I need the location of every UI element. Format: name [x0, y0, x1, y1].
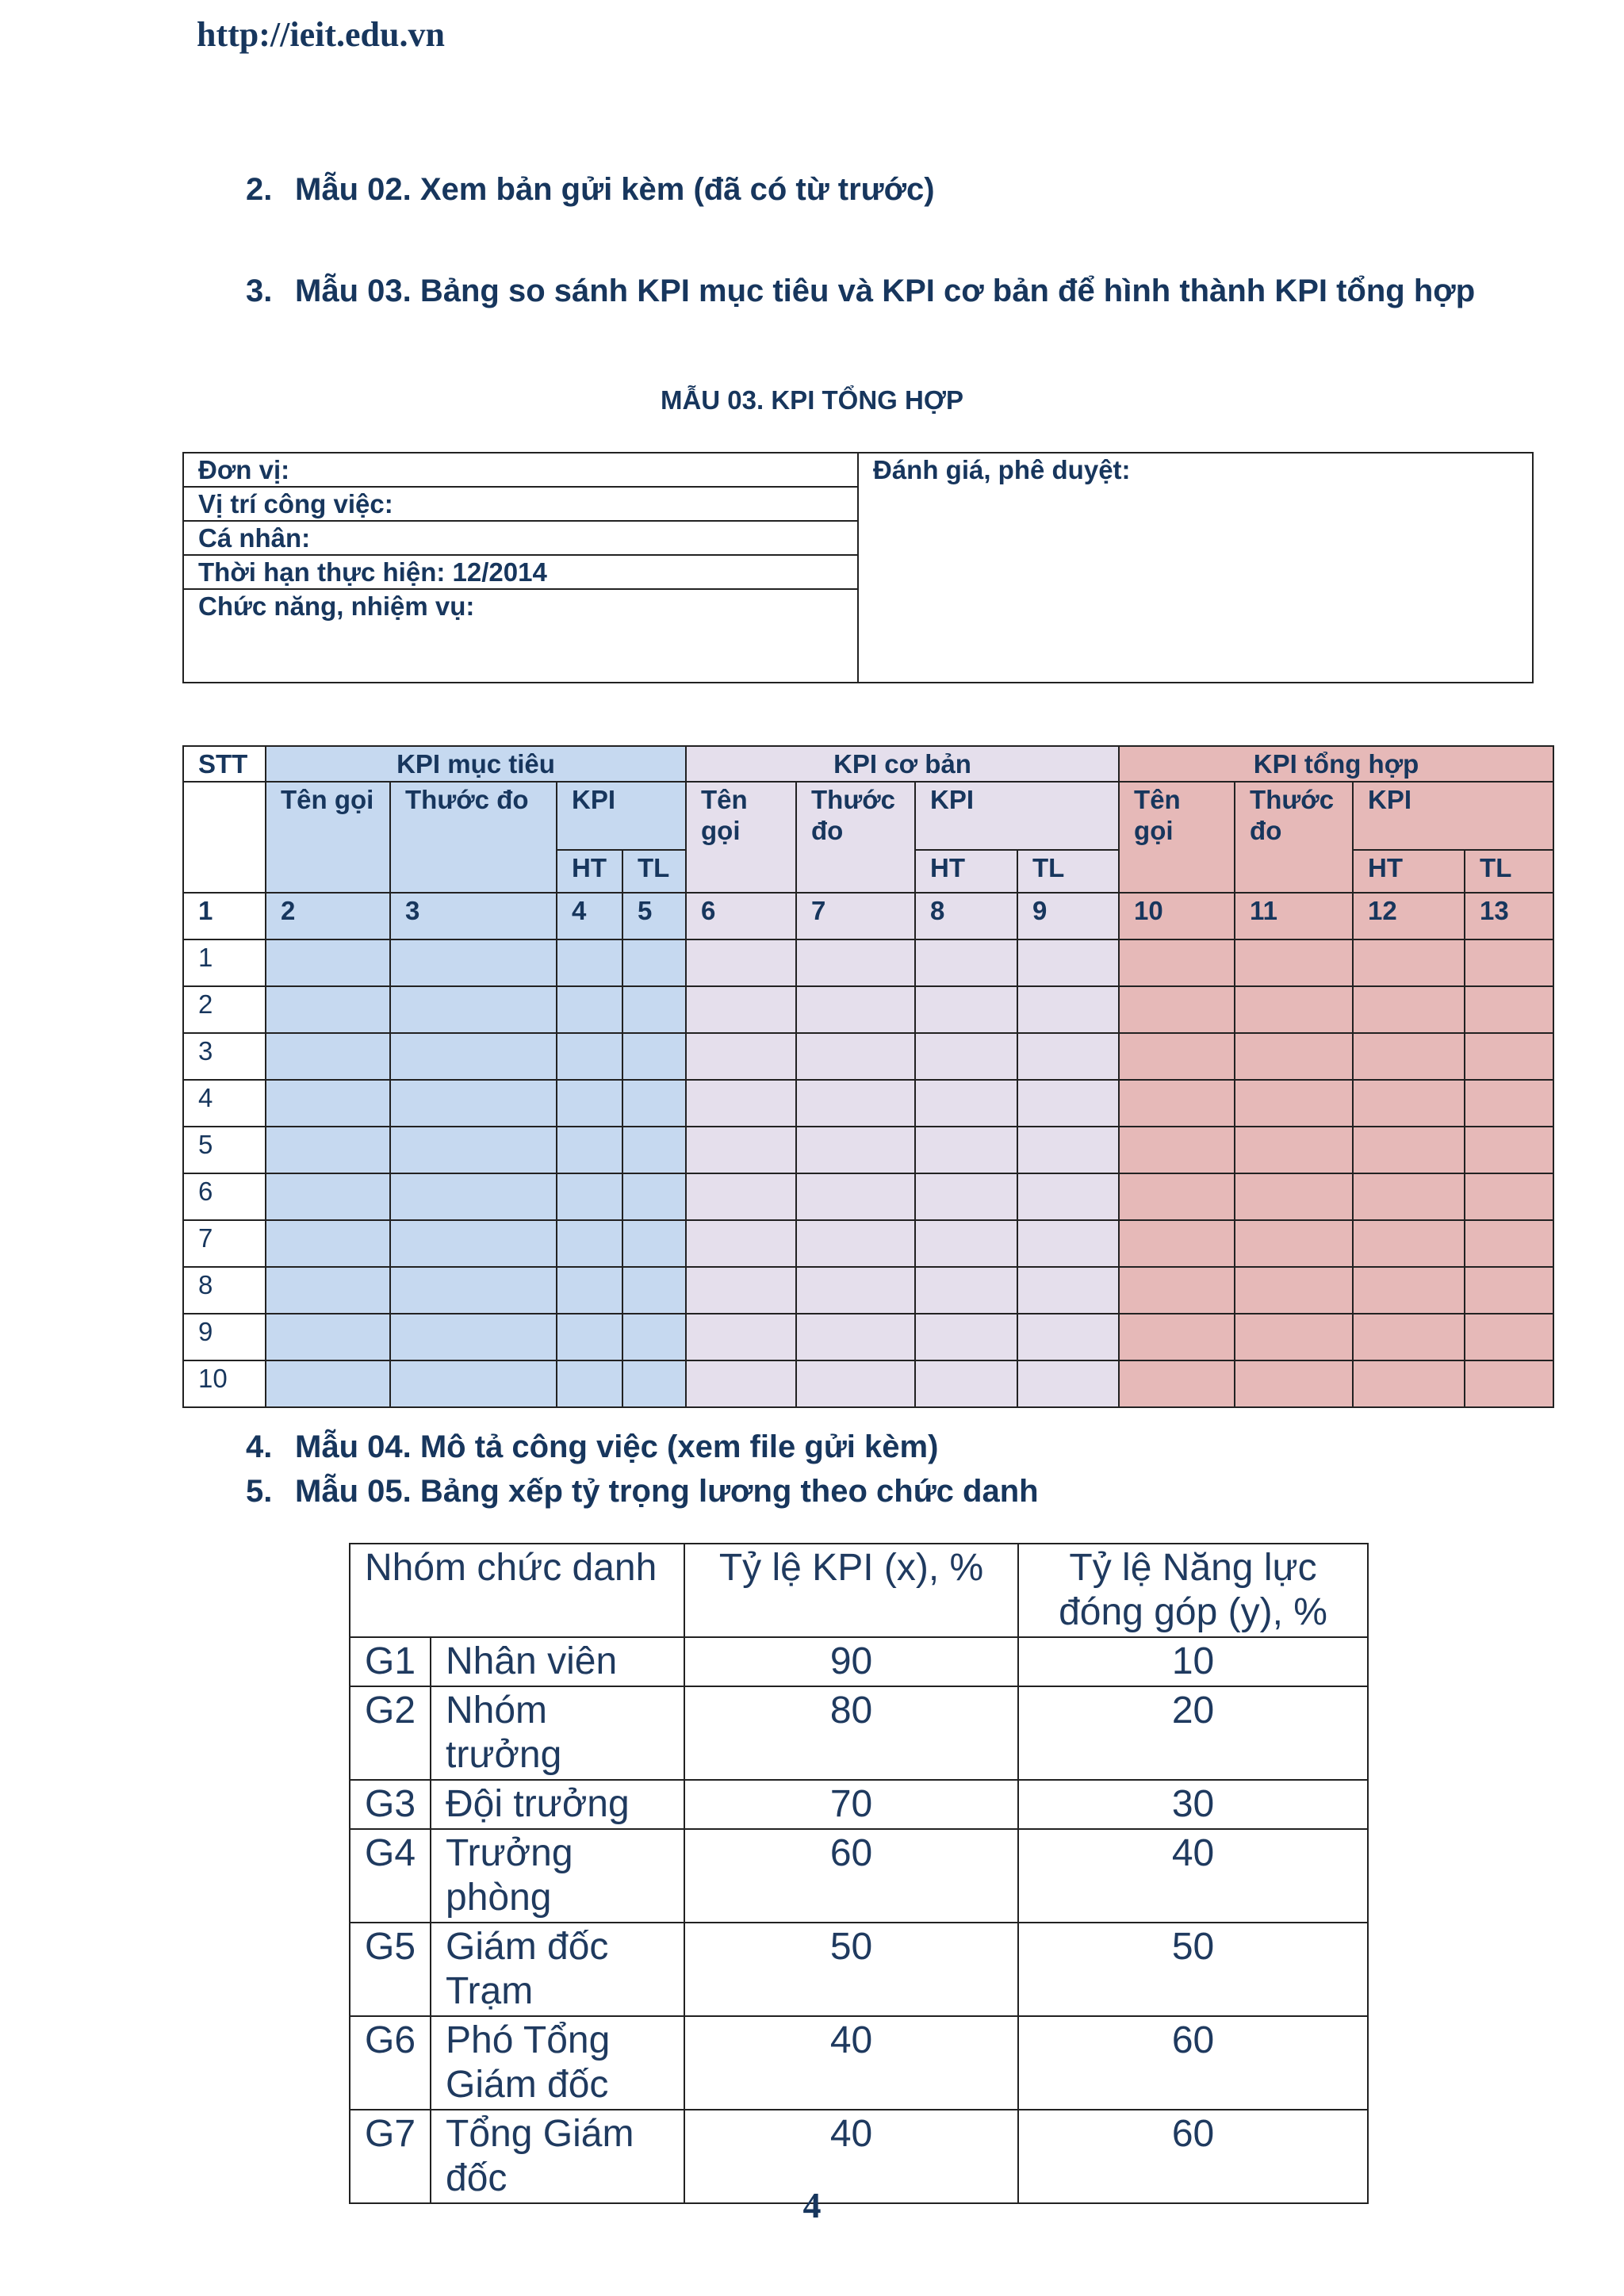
table-cell — [557, 1267, 622, 1314]
table-cell — [1353, 1220, 1465, 1267]
kpi-value-cell: 50 — [684, 1923, 1018, 2016]
col-number: 13 — [1465, 893, 1553, 939]
column-number-row — [183, 893, 1553, 939]
table-cell — [266, 1314, 390, 1360]
code-cell: G5 — [350, 1923, 431, 2016]
table-cell — [915, 1220, 1017, 1267]
row-number: 8 — [183, 1267, 266, 1314]
col-number: 5 — [622, 893, 686, 939]
table-cell — [1353, 1127, 1465, 1173]
table-cell — [1465, 1127, 1553, 1173]
chuc-nang-label: Chức năng, nhiệm vụ: — [183, 589, 858, 683]
table-cell — [266, 1173, 390, 1220]
table-cell — [1353, 1360, 1465, 1407]
group-kpi-tong-hop: KPI tổng hợp — [1119, 746, 1553, 782]
table-row — [183, 1080, 1553, 1127]
kpi-value-cell: 70 — [684, 1780, 1018, 1829]
table-cell — [390, 1267, 557, 1314]
table-row — [183, 939, 1553, 986]
ten-goi-header: Tên gọi — [266, 782, 390, 893]
row-number: 3 — [183, 1033, 266, 1080]
kpi-header-row-1 — [183, 746, 1553, 782]
table-cell — [1235, 1127, 1353, 1173]
table-cell — [557, 939, 622, 986]
kpi-header: KPI — [557, 782, 686, 850]
kpi-header: KPI — [1353, 782, 1553, 850]
table-cell — [1235, 1220, 1353, 1267]
ht-header: HT — [557, 850, 622, 893]
row-number: 4 — [183, 1080, 266, 1127]
ty-le-nang-luc-header: Tỷ lệ Năng lực đóng góp (y), % — [1018, 1544, 1368, 1637]
table-row — [350, 1829, 1368, 1923]
table-row — [183, 1127, 1553, 1173]
ca-nhan-label: Cá nhân: — [183, 521, 858, 555]
table-cell — [796, 939, 915, 986]
table-cell — [796, 1173, 915, 1220]
table-cell — [622, 1220, 686, 1267]
table-cell — [1017, 939, 1119, 986]
table-cell — [915, 986, 1017, 1033]
table-row — [183, 1220, 1553, 1267]
table-cell — [557, 1314, 622, 1360]
salary-table — [349, 1543, 1369, 2204]
table-cell — [915, 1173, 1017, 1220]
table-row — [350, 1637, 1368, 1686]
table-cell — [686, 1080, 796, 1127]
ht-header: HT — [915, 850, 1017, 893]
salary-header-row — [350, 1544, 1368, 1637]
table-cell — [1353, 1033, 1465, 1080]
don-vi-label: Đơn vị: — [183, 453, 858, 487]
table-cell — [1353, 1314, 1465, 1360]
table-cell — [390, 1173, 557, 1220]
nang-luc-value-cell: 10 — [1018, 1637, 1368, 1686]
table-cell — [796, 1220, 915, 1267]
title-cell: Giám đốc Trạm — [431, 1923, 684, 2016]
ten-goi-header: Tên gọi — [686, 782, 796, 893]
row-number: 7 — [183, 1220, 266, 1267]
list-item-text: Mẫu 03. Bảng so sánh KPI mục tiêu và KPI cơ bản để hình thành KPI tổng hợp — [295, 274, 1476, 308]
table-cell — [1119, 1267, 1235, 1314]
table-cell — [915, 939, 1017, 986]
group-kpi-muc-tieu: KPI mục tiêu — [266, 746, 686, 782]
table-cell — [796, 986, 915, 1033]
table-cell — [622, 1314, 686, 1360]
table-cell — [915, 1314, 1017, 1360]
table-cell — [266, 1360, 390, 1407]
thuoc-do-header: Thước đo — [1235, 782, 1353, 893]
table-cell — [557, 1033, 622, 1080]
table-cell — [1119, 1360, 1235, 1407]
row-number: 5 — [183, 1127, 266, 1173]
ten-goi-header: Tên gọi — [1119, 782, 1235, 893]
table-cell — [796, 1360, 915, 1407]
table-cell — [1235, 1360, 1353, 1407]
table-cell — [686, 1360, 796, 1407]
row-number: 1 — [183, 939, 266, 986]
table-cell — [686, 986, 796, 1033]
row-number: 6 — [183, 1173, 266, 1220]
table-cell — [390, 1080, 557, 1127]
col-number: 2 — [266, 893, 390, 939]
table-cell — [557, 1220, 622, 1267]
table-cell — [1235, 1033, 1353, 1080]
table-row — [183, 1033, 1553, 1080]
table-cell — [557, 1080, 622, 1127]
table-cell — [1119, 939, 1235, 986]
table-cell — [266, 1267, 390, 1314]
table-cell — [686, 1267, 796, 1314]
table-row — [350, 2016, 1368, 2110]
vi-tri-label: Vị trí công việc: — [183, 487, 858, 521]
table-caption: MẪU 03. KPI TỔNG HỢP — [660, 385, 964, 415]
table-cell — [622, 1173, 686, 1220]
table-cell — [686, 939, 796, 986]
kpi-value-cell: 40 — [684, 2016, 1018, 2110]
table-row — [350, 1923, 1368, 2016]
thuoc-do-header: Thước đo — [796, 782, 915, 893]
col-number: 11 — [1235, 893, 1353, 939]
table-cell — [1235, 1080, 1353, 1127]
table-cell — [1119, 1220, 1235, 1267]
title-cell: Trưởng phòng — [431, 1829, 684, 1923]
kpi-value-cell: 40 — [684, 2110, 1018, 2203]
table-cell — [915, 1080, 1017, 1127]
table-cell — [1017, 986, 1119, 1033]
col-number: 1 — [183, 893, 266, 939]
page-number: 4 — [802, 2185, 822, 2225]
table-cell — [1017, 1220, 1119, 1267]
table-cell — [1465, 1033, 1553, 1080]
table-cell — [1353, 986, 1465, 1033]
table-cell — [1353, 1080, 1465, 1127]
table-cell — [1465, 939, 1553, 986]
row-number: 2 — [183, 986, 266, 1033]
list-item-number: 3. — [246, 274, 273, 308]
table-cell — [1353, 1267, 1465, 1314]
col-number: 7 — [796, 893, 915, 939]
list-item-text: Mẫu 02. Xem bản gửi kèm (đã có từ trước) — [295, 172, 935, 207]
table-cell — [390, 1220, 557, 1267]
code-cell: G6 — [350, 2016, 431, 2110]
table-cell — [557, 1173, 622, 1220]
header-url: http://ieit.edu.vn — [197, 15, 445, 54]
table-cell — [1465, 1360, 1553, 1407]
table-cell — [1017, 1173, 1119, 1220]
nang-luc-value-cell: 60 — [1018, 2110, 1368, 2203]
table-cell — [390, 1314, 557, 1360]
approval-cell: Đánh giá, phê duyệt: — [858, 453, 1533, 683]
table-cell — [1017, 1080, 1119, 1127]
table-cell — [686, 1220, 796, 1267]
group-kpi-co-ban: KPI cơ bản — [686, 746, 1119, 782]
col-number: 10 — [1119, 893, 1235, 939]
table-cell — [622, 1360, 686, 1407]
table-cell — [1119, 1033, 1235, 1080]
table-cell — [1235, 986, 1353, 1033]
table-cell — [1353, 1173, 1465, 1220]
table-cell — [390, 986, 557, 1033]
table-cell — [1235, 939, 1353, 986]
table-row — [183, 1267, 1553, 1314]
nang-luc-value-cell: 40 — [1018, 1829, 1368, 1923]
list-item-text: Mẫu 05. Bảng xếp tỷ trọng lương theo chức danh — [295, 1474, 1039, 1509]
kpi-table — [182, 745, 1554, 1408]
code-cell: G1 — [350, 1637, 431, 1686]
table-cell — [796, 1267, 915, 1314]
table-cell — [1465, 1267, 1553, 1314]
table-row — [183, 1314, 1553, 1360]
table-cell — [686, 1173, 796, 1220]
table-cell — [1119, 1314, 1235, 1360]
list-item-text: Mẫu 04. Mô tả công việc (xem file gửi kèm) — [295, 1429, 939, 1464]
table-cell — [622, 1080, 686, 1127]
table-cell — [557, 1360, 622, 1407]
table-cell — [796, 1080, 915, 1127]
table-cell — [390, 1360, 557, 1407]
ht-header: HT — [1353, 850, 1465, 893]
table-row — [350, 1780, 1368, 1829]
title-cell: Nhóm trưởng — [431, 1686, 684, 1780]
table-cell — [1465, 1080, 1553, 1127]
tl-header: TL — [1017, 850, 1119, 893]
title-cell: Phó Tổng Giám đốc — [431, 2016, 684, 2110]
kpi-value-cell: 80 — [684, 1686, 1018, 1780]
table-cell — [266, 939, 390, 986]
list-item-number: 4. — [246, 1429, 273, 1464]
nang-luc-value-cell: 30 — [1018, 1780, 1368, 1829]
kpi-value-cell: 60 — [684, 1829, 1018, 1923]
table-cell — [796, 1314, 915, 1360]
table-cell — [1017, 1033, 1119, 1080]
code-cell: G3 — [350, 1780, 431, 1829]
table-cell — [1119, 1127, 1235, 1173]
table-row — [183, 1360, 1553, 1407]
table-cell — [390, 939, 557, 986]
kpi-header-row-2 — [183, 782, 1553, 850]
list-item-number: 2. — [246, 172, 273, 207]
table-cell — [915, 1033, 1017, 1080]
nang-luc-value-cell: 50 — [1018, 1923, 1368, 2016]
col-number: 6 — [686, 893, 796, 939]
title-cell: Tổng Giám đốc — [431, 2110, 684, 2203]
code-cell: G7 — [350, 2110, 431, 2203]
thuoc-do-header: Thước đo — [390, 782, 557, 893]
table-cell — [1235, 1267, 1353, 1314]
col-number: 8 — [915, 893, 1017, 939]
table-cell — [1465, 1220, 1553, 1267]
col-number: 12 — [1353, 893, 1465, 939]
table-cell — [266, 1080, 390, 1127]
table-cell — [1465, 986, 1553, 1033]
table-cell — [622, 1127, 686, 1173]
nhom-chuc-danh-header: Nhóm chức danh — [350, 1544, 684, 1637]
table-cell — [557, 986, 622, 1033]
title-cell: Đội trưởng — [431, 1780, 684, 1829]
table-row — [183, 986, 1553, 1033]
table-cell — [686, 1033, 796, 1080]
kpi-header: KPI — [915, 782, 1119, 850]
kpi-value-cell: 90 — [684, 1637, 1018, 1686]
stt-header: STT — [183, 746, 266, 782]
table-cell — [1119, 1080, 1235, 1127]
table-row — [350, 1686, 1368, 1780]
info-table — [182, 452, 1534, 683]
code-cell: G4 — [350, 1829, 431, 1923]
table-cell — [915, 1267, 1017, 1314]
table-cell — [1235, 1173, 1353, 1220]
table-cell — [1465, 1314, 1553, 1360]
table-cell — [1235, 1314, 1353, 1360]
table-cell — [390, 1127, 557, 1173]
thoi-han-label: Thời hạn thực hiện: 12/2014 — [183, 555, 858, 589]
stt-spacer — [183, 782, 266, 893]
table-cell — [622, 986, 686, 1033]
col-number: 3 — [390, 893, 557, 939]
table-cell — [686, 1127, 796, 1173]
table-cell — [1017, 1360, 1119, 1407]
row-number: 9 — [183, 1314, 266, 1360]
table-cell — [686, 1314, 796, 1360]
table-cell — [1017, 1314, 1119, 1360]
tl-header: TL — [622, 850, 686, 893]
table-cell — [1119, 986, 1235, 1033]
col-number: 4 — [557, 893, 622, 939]
table-cell — [796, 1033, 915, 1080]
nang-luc-value-cell: 20 — [1018, 1686, 1368, 1780]
table-cell — [622, 1267, 686, 1314]
ty-le-kpi-header: Tỷ lệ KPI (x), % — [684, 1544, 1018, 1637]
table-cell — [266, 1033, 390, 1080]
table-cell — [622, 939, 686, 986]
table-cell — [1017, 1267, 1119, 1314]
table-cell — [622, 1033, 686, 1080]
table-cell — [1465, 1173, 1553, 1220]
table-cell — [557, 1127, 622, 1173]
table-cell — [1353, 939, 1465, 986]
table-cell — [266, 986, 390, 1033]
title-cell: Nhân viên — [431, 1637, 684, 1686]
table-cell — [390, 1033, 557, 1080]
table-cell — [266, 1127, 390, 1173]
nang-luc-value-cell: 60 — [1018, 2016, 1368, 2110]
row-number: 10 — [183, 1360, 266, 1407]
table-cell — [915, 1360, 1017, 1407]
tl-header: TL — [1465, 850, 1553, 893]
table-cell — [796, 1127, 915, 1173]
table-cell — [1119, 1173, 1235, 1220]
table-cell — [915, 1127, 1017, 1173]
table-cell — [1017, 1127, 1119, 1173]
table-row — [183, 1173, 1553, 1220]
table-cell — [266, 1220, 390, 1267]
list-item-number: 5. — [246, 1474, 273, 1509]
col-number: 9 — [1017, 893, 1119, 939]
code-cell: G2 — [350, 1686, 431, 1780]
